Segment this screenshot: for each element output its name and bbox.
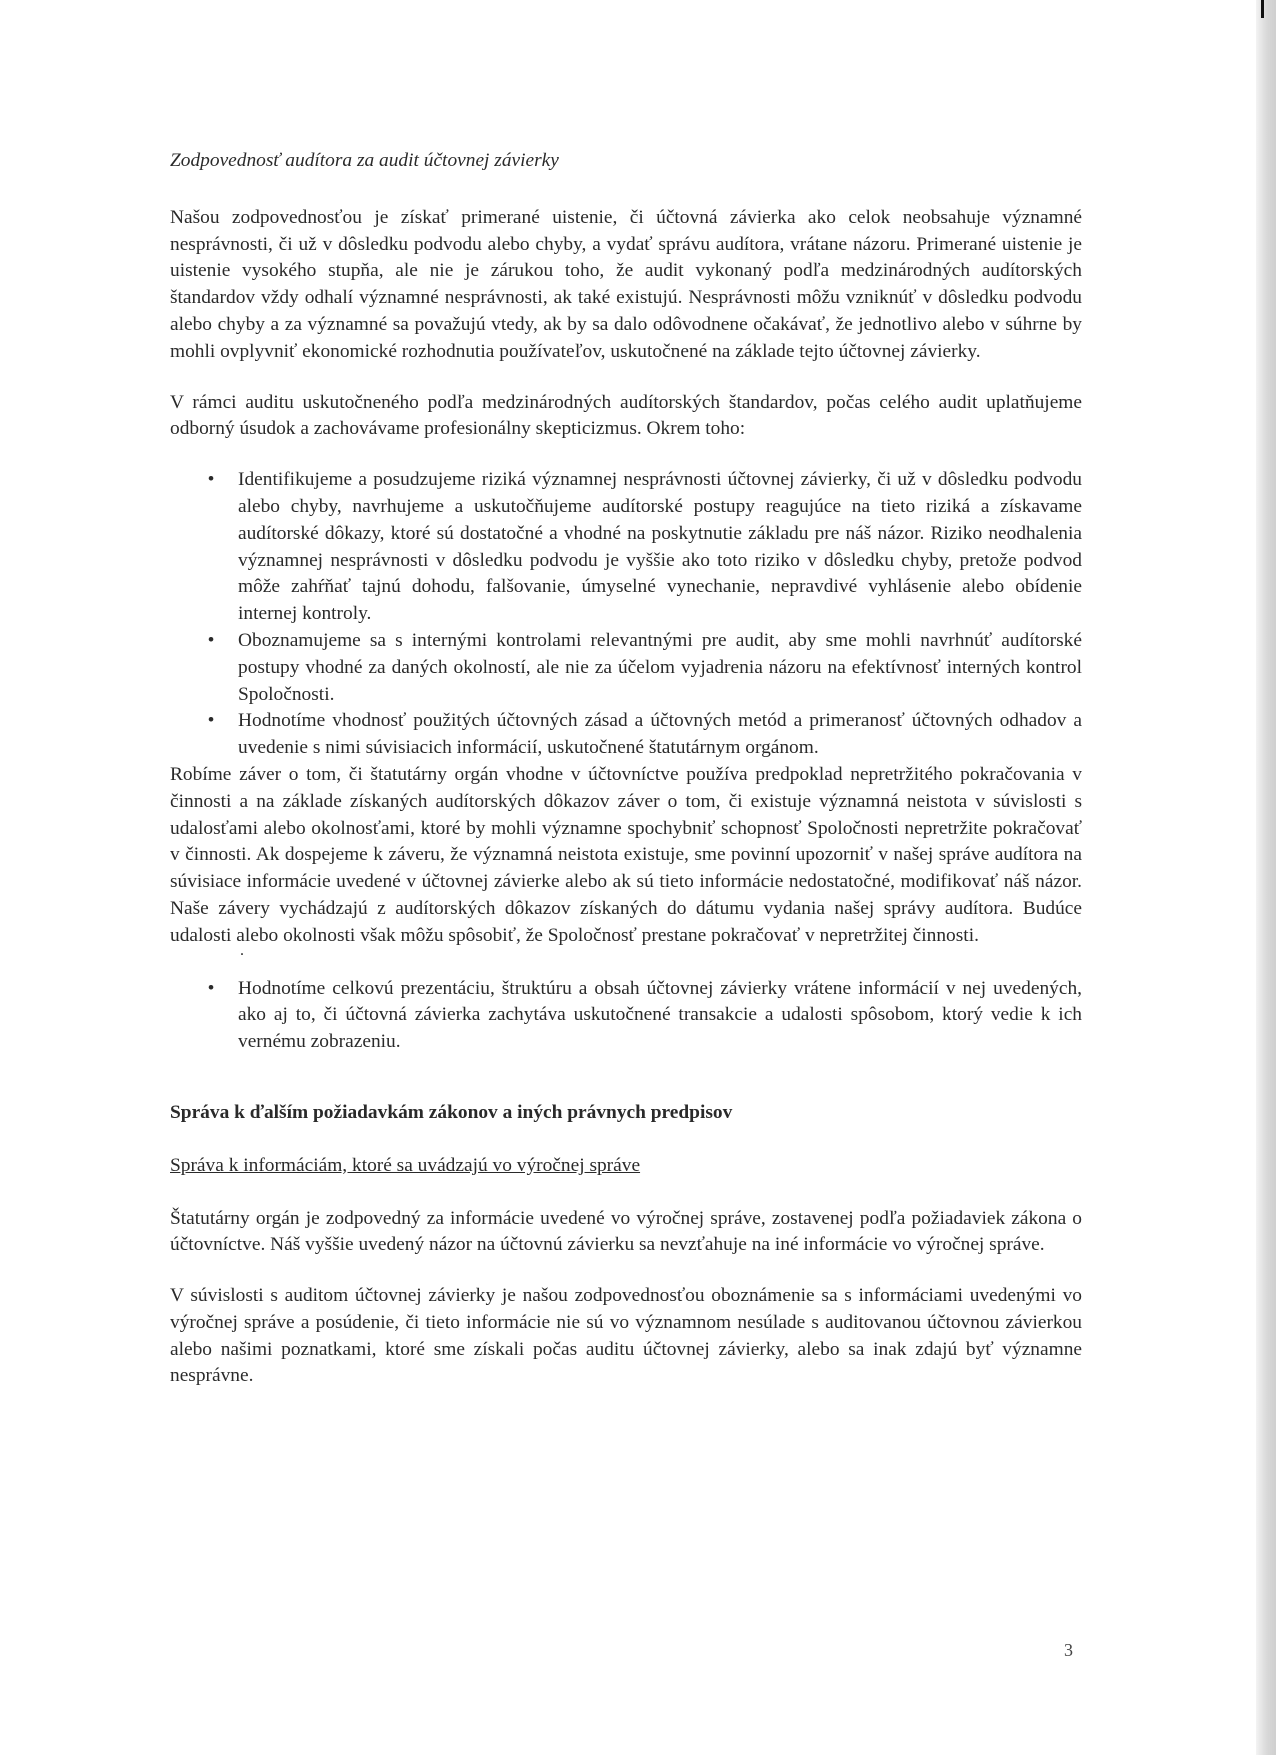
list-item (170, 628, 1082, 708)
list-item-text: Hodnotíme vhodnosť použitých účtovných zásad a účtovných metód a primeranosť účtovných odhadov a uvedenie s nimi súvisiacich informácií, uskutočnené štatutárnym orgánom. (238, 710, 1082, 759)
bullet-icon: • (207, 710, 215, 732)
stray-dot-text: . (240, 941, 244, 959)
procedures-list (170, 467, 1082, 762)
responsibility-paragraph: Našou zodpovednosťou je získať primerané uistenie, či účtovná závierka ako celok neobsahuje významné nesprávnosti, či už v dôsledku podvodu alebo chyby, a vydať správu audítora, vrátane názoru. Primerané uistenie je uistenie vysokého stupňa, ale nie je zárukou toho, že audit vykonaný podľa medzinárodných audítorských štandardov vždy odhalí významné nesprávnosti, ak také existujú. Nesprávnosti môžu vzniknúť v dôsledku podvodu alebo chyby a za významné sa považujú vtedy, ak by sa dalo odôvodnene očakávať, že jednotlivo alebo v súhrne by mohli ovplyvniť ekonomické rozhodnutia používateľov, uskutočnené na základe tejto účtovnej závierky. (170, 206, 1082, 362)
going-concern-paragraph: Robíme záver o tom, či štatutárny orgán vhodne v účtovníctve používa predpoklad nepretržitého pokračovania v činnosti a na základe získaných audítorských dôkazov záver o tom, či existuje významná neistota v súvislosti s udalosťami alebo okolnosťami, ktoré by mohli významne spochybniť schopnosť Spoločnosti nepretržite pokračovať v činnosti. Ak dospejeme k záveru, že významná neistota existuje, sme povinní upozorniť v našej správe audítora na súvisiace informácie uvedené v účtovnej závierke alebo ak sú tieto informácie nedostatočné, modifikovať náš názor. Naše závery vychádzajú z audítorských dôkazov získaných do dátumu vydania našej správy audítora. Budúce udalosti alebo okolnosti však môžu spôsobiť, že Spoločnosť prestane pokračovať v nepretržitej činnosti. (170, 763, 1082, 946)
annual-report-heading: Správa k informáciám, ktoré sa uvádzajú vo výročnej správe (170, 1154, 641, 1176)
annual-report-paragraph: V súvislosti s auditom účtovnej závierky je našou zodpovednosťou oboznámenie sa s informáciami uvedenými vo výročnej správe a posúdenie, či tieto informácie nie sú vo významnom nesúlade s auditovanou účtovnou závierkou alebo našimi poznatkami, ktoré sme získali počas auditu účtovnej závierky, alebo sa inak zdajú byť významne nesprávne. (170, 1285, 1082, 1387)
list-item-text: Hodnotíme celkovú prezentáciu, štruktúru a obsah účtovnej závierky vrátene informácií v nej uvedených, ako aj to, či účtovná závierka zachytáva uskutočnené transakcie a udalosti spôsobom, ktorý vedie k ich vernému zobrazeniu. (238, 977, 1082, 1053)
list-item (170, 976, 1082, 1056)
bullet-icon: • (207, 469, 215, 491)
list-item-text: Identifikujeme a posudzujeme riziká významnej nesprávnosti účtovnej závierky, či už v dôsledku podvodu alebo chyby, navrhujeme a uskutočňujeme audítorské postupy reagujúce na tieto riziká a získavame audítorské dôkazy, ktoré sú dostatočné a vhodné na poskytnutie základu pre náš názor. Riziko neodhalenia významnej nesprávnosti v dôsledku podvodu je vyššie ako toto riziko v dôsledku chyby, pretože podvod môže zahŕňať tajnú dohodu, falšovanie, úmyselné vynechanie, nepravdivé vyhlásenie alebo obídenie internej kontroly. (238, 469, 1082, 625)
scan-edge-shadow (1256, 0, 1276, 1755)
statutory-body-paragraph: Štatutárny orgán je zodpovedný za informácie uvedené vo výročnej správe, zostavenej podľa požiadaviek zákona o účtovníctve. Náš vyššie uvedený názor na účtovnú závierku sa nevzťahuje na iné informácie vo výročnej správe. (170, 1207, 1082, 1256)
document-page (170, 148, 1082, 1390)
legal-requirements-heading: Správa k ďalším požiadavkám zákonov a iných právnych predpisov (170, 1101, 733, 1123)
bullet-icon: • (207, 629, 215, 651)
list-item (170, 708, 1082, 762)
audit-procedures-intro: V rámci auditu uskutočneného podľa medzinárodných audítorských štandardov, počas celého audit uplatňujeme odborný úsudok a zachovávame profesionálny skepticizmus. Okrem toho: (170, 391, 1082, 440)
presentation-list (170, 976, 1082, 1056)
bullet-icon: • (207, 977, 215, 999)
auditor-responsibility-heading: Zodpovednosť audítora za audit účtovnej závierky (170, 150, 559, 171)
scan-edge-mark (1261, 0, 1264, 18)
list-item-text: Oboznamujeme sa s internými kontrolami relevantnými pre audit, aby sme mohli navrhnúť audítorské postupy vhodné za daných okolností, ale nie za účelom vyjadrenia názoru na efektívnosť interných kontrol Spoločnosti. (238, 629, 1082, 705)
stray-mark (170, 941, 1082, 976)
list-item (170, 467, 1082, 628)
page-number: 3 (1064, 1640, 1073, 1660)
